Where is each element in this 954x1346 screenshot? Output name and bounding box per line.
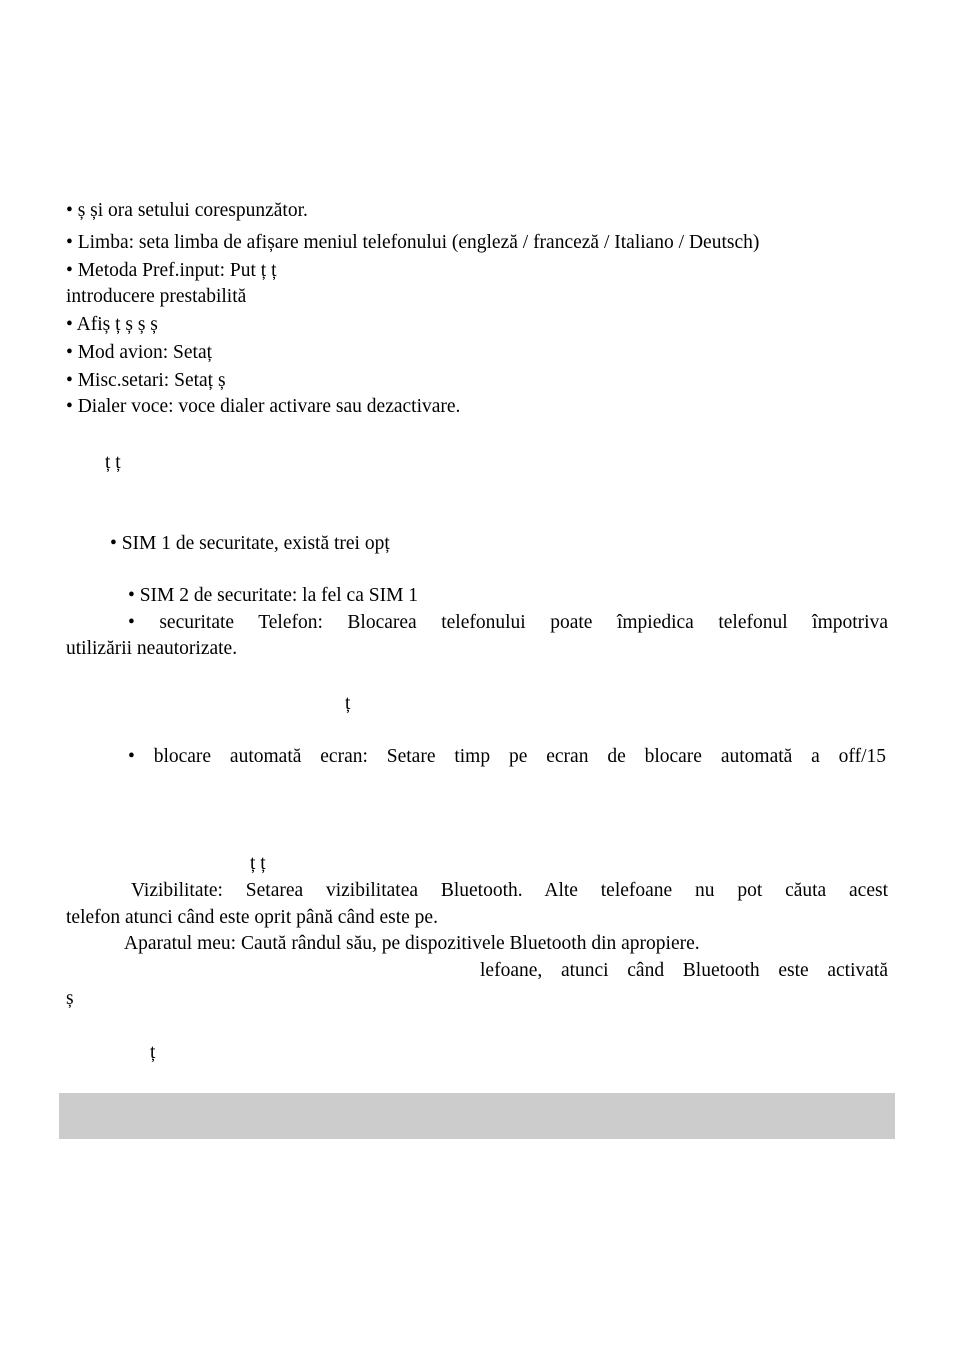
text-line: Aparatul meu: Caută rândul său, pe dispozitivele Bluetooth din apropiere. [124, 933, 700, 954]
text-line: introducere prestabilită [66, 286, 247, 307]
text-line: • SIM 2 de securitate: la fel ca SIM 1 [128, 585, 419, 606]
text-line: • Misc.setari: Setaț ș [66, 370, 226, 391]
text-line: • blocare automată ecran: Setare timp pe ecran de blocare automată a off/15 [128, 746, 886, 767]
text-line: • Mod avion: Setaț [66, 342, 213, 363]
text-line: ț [345, 693, 351, 714]
text-line: • Dialer voce: voce dialer activare sau dezactivare. [66, 396, 461, 417]
text-line: • Metoda Pref.input: Put ț ț [66, 260, 277, 281]
text-line: ț ț [250, 853, 266, 874]
gray-band [59, 1093, 895, 1139]
text-line: Vizibilitate: Setarea vizibilitatea Bluetooth. Alte telefoane nu pot căuta acest [131, 880, 888, 901]
text-line: • ș și ora setului corespunzător. [66, 200, 308, 221]
text-line: • securitate Telefon: Blocarea telefonului poate împiedica telefonul împotriva [128, 612, 888, 633]
text-line: • Limba: seta limba de afișare meniul telefonului (engleză / franceză / Italiano / Deutsch) [66, 232, 760, 253]
text-line: utilizării neautorizate. [66, 638, 238, 659]
text-line: ș [66, 988, 74, 1009]
text-line: • Afiș ț ș ș ș [66, 314, 158, 335]
text-line: lefoane, atunci când Bluetooth este activată [480, 960, 888, 981]
text-line: ț ț [105, 452, 121, 473]
text-line: • SIM 1 de securitate, există trei opț [110, 533, 390, 554]
text-line: telefon atunci când este oprit până când este pe. [66, 907, 438, 928]
text-line: ț [150, 1042, 156, 1063]
